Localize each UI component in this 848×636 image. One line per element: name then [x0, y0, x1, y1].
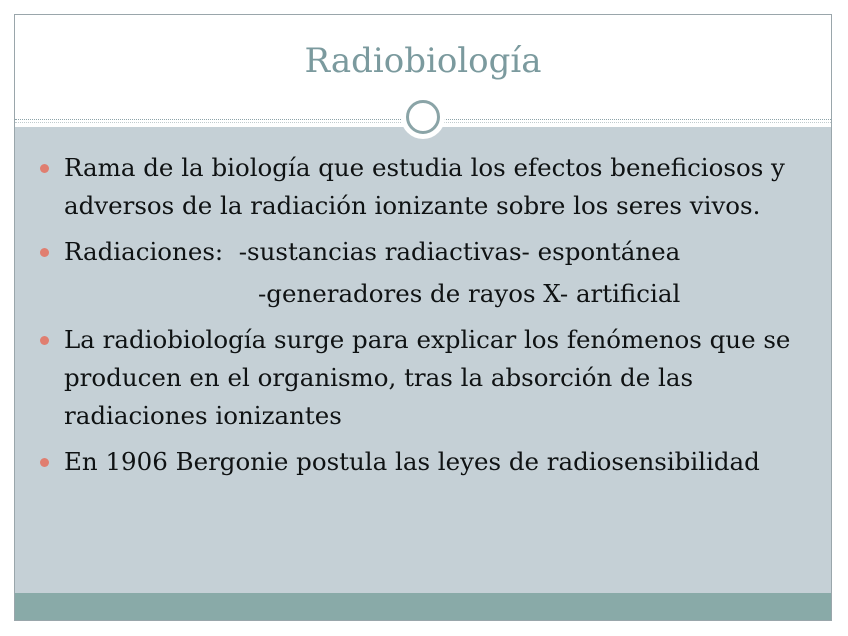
bullet-label: Radiaciones:	[64, 237, 224, 266]
footer-bar	[15, 593, 831, 621]
bullet-dot-icon	[40, 458, 49, 467]
slide-title: Radiobiología	[304, 41, 542, 81]
bullet-text: La radiobiología surge para explicar los fenómenos que se producen en el organismo, tras la absorción de las radiaciones ionizantes	[64, 325, 791, 430]
bullet-item	[37, 443, 817, 481]
slide	[14, 14, 832, 621]
bullet-dot-icon	[40, 248, 49, 257]
bullet-subitem: -generadores de rayos X- artificial	[258, 279, 681, 308]
bullet-text: En 1906 Bergonie postula las leyes de radiosensibilidad	[64, 447, 760, 476]
bullet-list	[37, 149, 817, 489]
bullet-item	[37, 149, 817, 225]
circle-emblem-icon	[401, 95, 445, 139]
circle-emblem-ring	[406, 100, 440, 134]
bullet-dot-icon	[40, 164, 49, 173]
bullet-item	[37, 233, 817, 271]
bullet-subline	[37, 275, 817, 313]
bullet-subitem: -sustancias radiactivas- espontánea	[238, 237, 681, 266]
bullet-text: Rama de la biología que estudia los efectos beneficiosos y adversos de la radiación ionizante sobre los seres vivos.	[64, 153, 785, 220]
bullet-dot-icon	[40, 336, 49, 345]
bullet-item	[37, 321, 817, 435]
